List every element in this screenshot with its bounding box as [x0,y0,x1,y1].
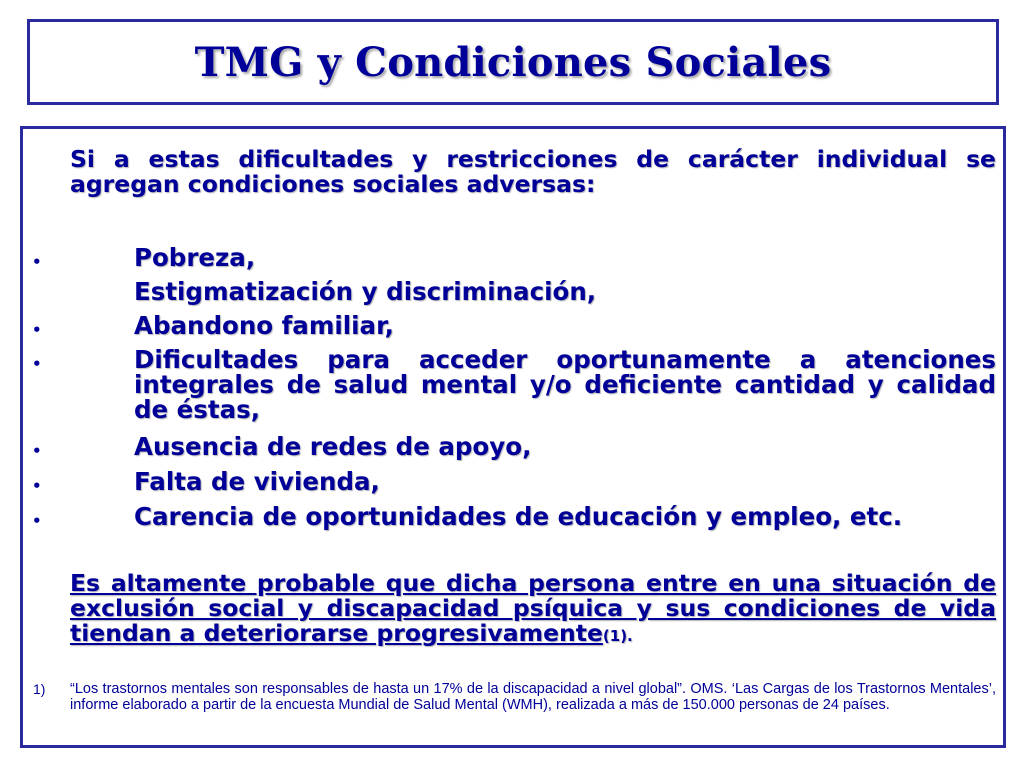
bullet-icon: • [32,512,42,530]
intro-paragraph: Si a estas dificultades y restricciones de carácter individual se agregan condiciones sociales adversas: [70,145,996,198]
bullet-icon: • [32,477,42,495]
bullet-icon: • [32,355,42,373]
list-item: Estigmatización y discriminación, [134,277,597,306]
content-box [20,126,1006,748]
list-item: Abandono familiar, [134,311,394,340]
footnote-text: “Los trastornos mentales son responsables de hasta un 17% de la discapacidad a nivel global”. OMS. ‘Las Cargas de los Trastornos Mentales’, informe elaborado a partir de la encuesta Mundial de Salud Mental (WMH), realizada a más de 150.000 personas de 24 países. [70,681,996,713]
list-item: Ausencia de redes de apoyo, [134,432,532,461]
footnote-number: 1) [33,681,46,697]
conclusion-reference: (1). [602,627,633,645]
list-item: Carencia de oportunidades de educación y empleo, etc. [134,502,903,531]
bullet-icon: • [32,442,42,460]
conclusion-text: Es altamente probable que dicha persona entre en una situación de exclusión social y discapacidad psíquica y sus condiciones de vida tiendan a deteriorarse progresivamente [70,569,996,647]
bullet-icon: • [32,321,42,339]
bullet-icon: • [32,253,42,271]
list-item: Dificultades para acceder oportunamente a atenciones integrales de salud mental y/o deficiente cantidad y calidad de éstas, [134,345,996,424]
slide-title: TMG y Condiciones Sociales [194,38,832,86]
title-box [27,19,999,105]
conclusion-paragraph [70,571,996,649]
list-item: Pobreza, [134,243,256,272]
list-item: Falta de vivienda, [134,467,380,496]
